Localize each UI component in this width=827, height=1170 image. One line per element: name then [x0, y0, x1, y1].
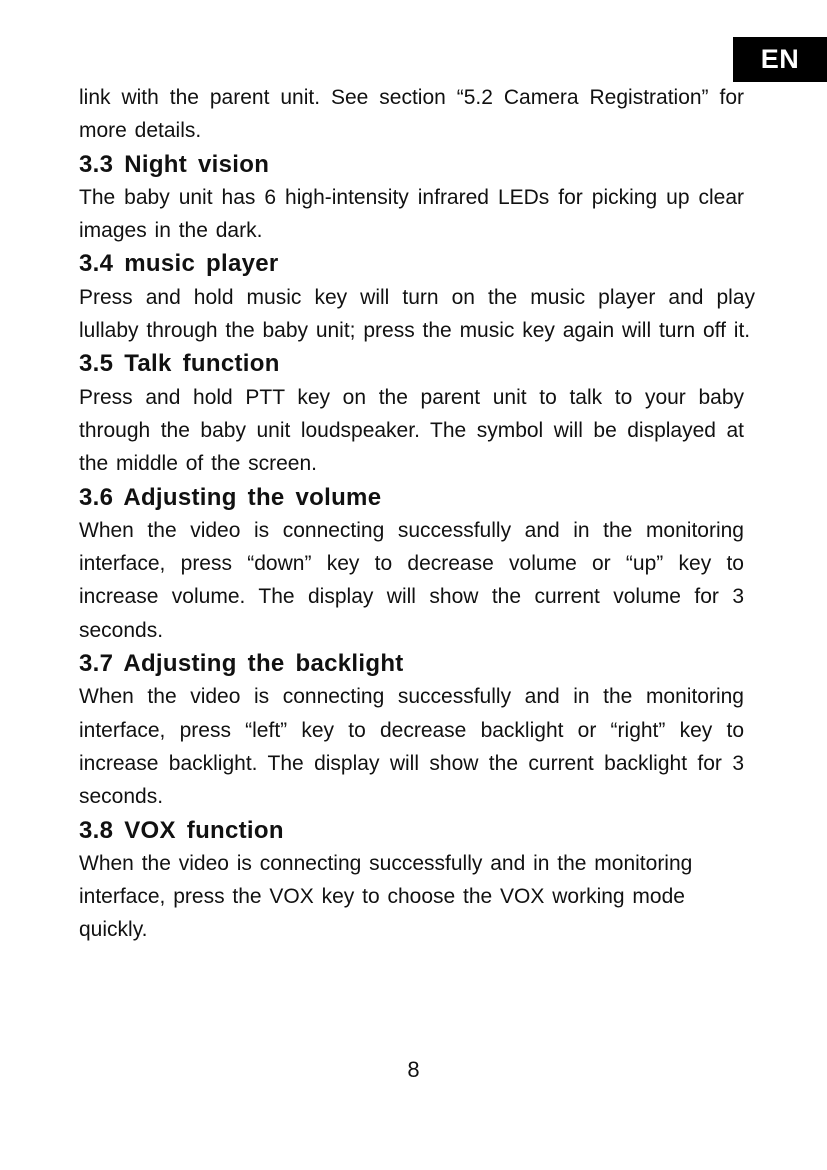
section-body-talk-function: Press and hold PTT key on the parent unit to talk to your baby through the baby unit loudspeaker. The symbol will be displayed at the middle of the screen. [79, 385, 744, 476]
language-tab: EN [733, 37, 827, 82]
section-body-night-vision: The baby unit has 6 high-intensity infrared LEDs for picking up clear images in the dark. [79, 185, 744, 243]
section-body-adjusting-backlight: When the video is connecting successfully and in the monitoring interface, press “left” key to decrease backlight or “right” key to increase backlight. The display will show the current backlight for 3 seconds. [79, 685, 744, 809]
section-body-vox-function: When the video is connecting successfully and in the monitoring interface, press the VOX key to choose the VOX working mode quickly. [79, 851, 693, 942]
page-number: 8 [407, 1057, 420, 1082]
intro-paragraph: link with the parent unit. See section “5.2 Camera Registration” for more details. [79, 86, 744, 143]
section-body-music-player: Press and hold music key will turn on the music player and play lullaby through the baby unit; press the music key again will turn off it. [79, 285, 755, 343]
section-heading-adjusting-volume: 3.6 Adjusting the volume [79, 483, 382, 511]
section-heading-night-vision: 3.3 Night vision [79, 150, 270, 178]
section-heading-adjusting-backlight: 3.7 Adjusting the backlight [79, 650, 404, 678]
section-heading-talk-function: 3.5 Talk function [79, 350, 280, 378]
section-heading-vox-function: 3.8 VOX function [79, 816, 284, 844]
section-heading-music-player: 3.4 music player [79, 250, 279, 278]
section-body-adjusting-volume: When the video is connecting successfully and in the monitoring interface, press “down” key to decrease volume or “up” key to increase volume. The display will show the current volume for 3 seconds. [79, 518, 744, 642]
page-content [79, 81, 755, 947]
